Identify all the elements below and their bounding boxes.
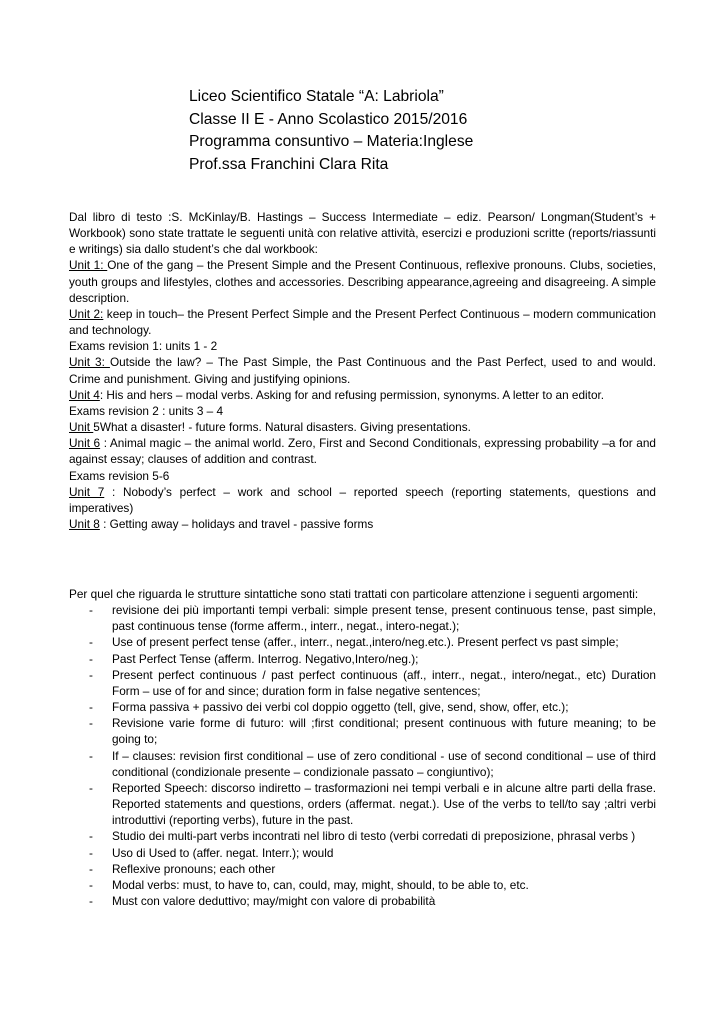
bullet-dash: - [89, 845, 93, 860]
unit-entry [69, 257, 656, 305]
unit-description: 5What a disaster! - future forms. Natural disasters. Giving presentations. [93, 420, 471, 435]
intro-paragraph: Dal libro di testo :S. McKinlay/B. Hastings – Success Intermediate – ediz. Pearson/ Longman(Student’s + Workbook) sono state trattate le seguenti unità con relative attività, esercizi e produzioni scritte (reports/riassunti e writings) sia dallo student’s che dal workbook: [69, 210, 656, 257]
topic-text: Must con valore deduttivo; may/might con valore di probabilità [112, 893, 436, 908]
unit-entry [69, 435, 656, 467]
topic-item [69, 602, 656, 634]
topic-item [69, 828, 656, 844]
unit-label: Unit 2: [69, 306, 104, 321]
class-year: Classe II E - Anno Scolastico 2015/2016 [189, 110, 468, 128]
unit-entry [69, 516, 656, 532]
unit-description: One of the gang – the Present Simple and the Present Continuous, reflexive pronouns. Clubs, societies, youth groups and lifestyles, clothes and accessories. Describing appearance,agreeing and disagreeing. A simple description. [69, 258, 656, 305]
topics-list [69, 602, 656, 909]
bullet-dash: - [89, 748, 93, 763]
topic-item [69, 651, 656, 667]
unit-entry [69, 387, 656, 403]
topic-item [69, 780, 656, 828]
topic-item [69, 845, 656, 861]
unit-label: Unit 6 [69, 436, 101, 451]
unit-entry [69, 419, 656, 435]
unit-label: Unit 1: [69, 258, 108, 273]
unit-description: Outside the law? – The Past Simple, the Past Continuous and the Past Perfect, used to and would. Crime and punishment. Giving and justifying opinions. [69, 355, 656, 386]
unit-description: : His and hers – modal verbs. Asking for and refusing permission, synonyms. A letter to an editor. [99, 387, 605, 402]
topic-text: Reported Speech: discorso indiretto – trasformazioni nei tempi verbali e in alcune altre parti della frase. Reported statements and questions, orders (affermat. negat.). Use of the verbs to tell/to say ;altri verbi introduttivi (reporting verbs), future in the past. [112, 780, 656, 828]
bullet-dash: - [89, 893, 93, 908]
unit-description: : Animal magic – the animal world. Zero, First and Second Conditionals, expressing probability –a for and against essay; clauses of addition and contrast. [69, 436, 656, 467]
unit-entry [69, 484, 656, 516]
bullet-dash: - [89, 700, 93, 715]
unit-label: Unit 3: [69, 355, 110, 370]
unit-label: Unit 7 [69, 484, 105, 499]
bullet-dash: - [89, 877, 93, 892]
unit-label: Unit 8 [69, 516, 100, 531]
unit-label: Unit [69, 420, 94, 435]
topic-item [69, 861, 656, 877]
topic-text: Uso di Used to (affer. negat. Interr.); would [112, 845, 334, 860]
bullet-dash: - [89, 829, 93, 844]
topic-text: Forma passiva + passivo dei verbi col doppio oggetto (tell, give, send, show, offer, etc.); [112, 700, 569, 715]
bullet-dash: - [89, 716, 93, 731]
topic-item [69, 699, 656, 715]
bullet-dash: - [89, 780, 93, 795]
topic-item [69, 667, 656, 699]
topic-text: Studio dei multi-part verbs incontrati nel libro di testo (verbi corredati di preposizione, phrasal verbs ) [112, 829, 636, 844]
topic-text: revisione dei più importanti tempi verbali: simple present tense, present continuous tense, past simple, past continuous tense (forme afferm., interr., negat., intero-negat.); [112, 603, 656, 634]
topic-item [69, 748, 656, 780]
unit-label: Unit 4 [69, 387, 100, 402]
exams-revision-line: Exams revision 2 : units 3 – 4 [69, 403, 224, 418]
document-header [189, 86, 669, 177]
unit-description: : Getting away – holidays and travel - passive forms [99, 516, 374, 531]
program-subject: Programma consuntivo – Materia:Inglese [189, 133, 474, 151]
unit-description: : Nobody’s perfect – work and school – reported speech (reporting statements, questions and imperatives) [69, 484, 656, 515]
unit-entry [69, 306, 656, 338]
topic-item [69, 715, 656, 747]
school-name: Liceo Scientifico Statale “A: Labriola” [189, 88, 444, 105]
topic-text: Revisione varie forme di futuro: will ;first conditional; present continuous with future meaning; to be going to; [112, 716, 656, 747]
bullet-dash: - [89, 861, 93, 876]
bullet-dash: - [89, 635, 93, 650]
bullet-dash: - [89, 667, 93, 682]
structures-section [69, 586, 656, 909]
units-list [69, 257, 656, 532]
teacher-name: Prof.ssa Franchini Clara Rita [189, 156, 389, 174]
exams-revision-line: Exams revision 5-6 [69, 468, 170, 483]
topic-text: Present perfect continuous / past perfect continuous (aff., interr., negat., intero/negat., etc) Duration Form – use of for and since; duration form in false negative sentences; [112, 667, 656, 698]
unit-entry [69, 354, 656, 386]
bullet-dash: - [89, 651, 93, 666]
topic-item [69, 893, 656, 909]
topic-item [69, 634, 656, 650]
topic-text: Modal verbs: must, to have to, can, could, may, might, should, to be able to, etc. [112, 877, 529, 892]
topic-text: Past Perfect Tense (afferm. Interrog. Negativo,Intero/neg.); [112, 651, 419, 666]
topic-item [69, 877, 656, 893]
exams-revision-line: Exams revision 1: units 1 - 2 [69, 339, 218, 354]
unit-description: keep in touch– the Present Perfect Simple and the Present Perfect Continuous – modern communication and technology. [69, 306, 656, 338]
program-body [69, 209, 656, 532]
structures-intro: Per quel che riguarda le strutture sintattiche sono stati trattati con particolare attenzione i seguenti argomenti: [69, 587, 639, 601]
bullet-dash: - [89, 603, 93, 618]
topic-text: Use of present perfect tense (affer., interr., negat.,intero/neg.etc.). Present perfect vs past simple; [112, 635, 619, 650]
topic-text: Reflexive pronouns; each other [112, 861, 276, 876]
topic-text: If – clauses: revision first conditional – use of zero conditional - use of second conditional – use of third conditional (condizionale presente – condizionale passato – congiuntivo); [112, 748, 656, 779]
